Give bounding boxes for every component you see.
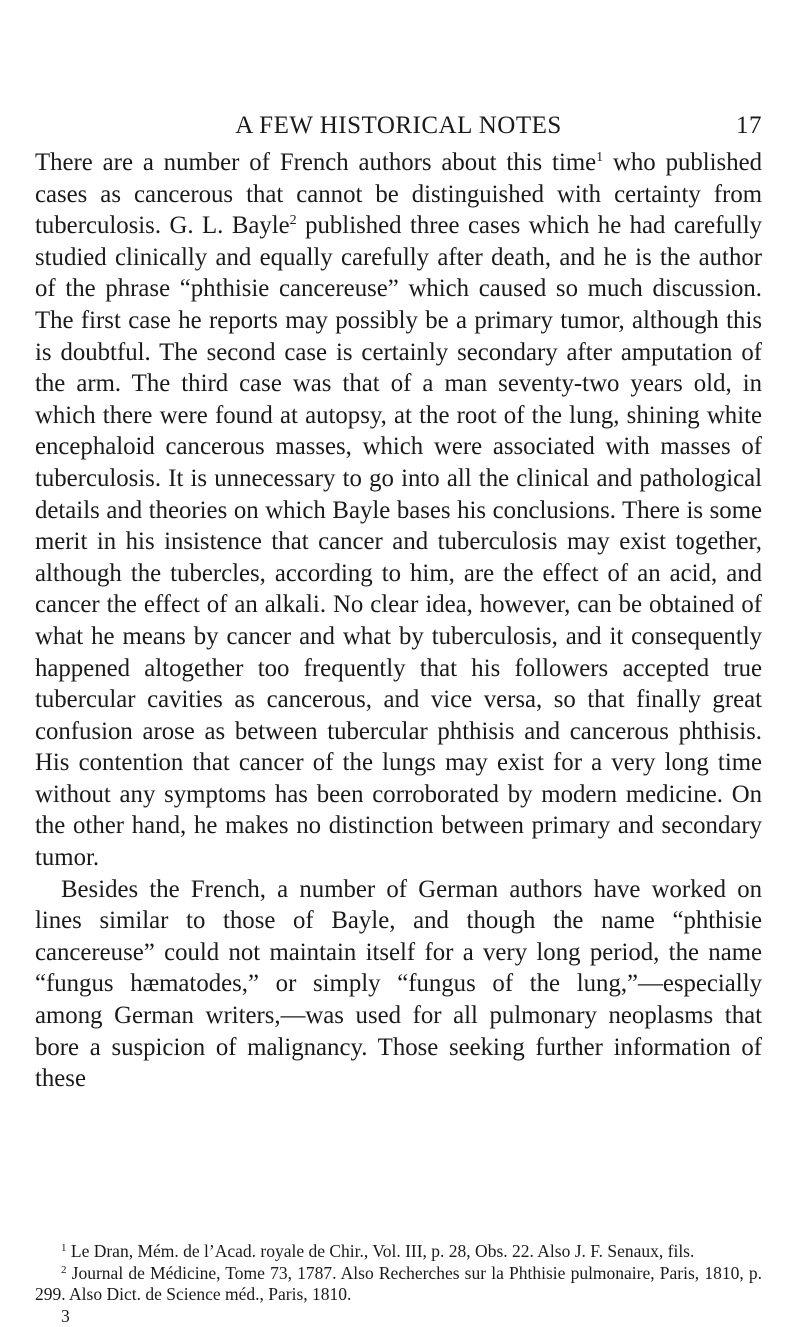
paragraph-1-part-3: published three cases which he had carefully studied clinically and equally carefully after death, and he is the author of the phrase “phthisie cancereuse” which caused so much discussion. The first case he reports may possibly be a primary tumor, although this is doubtful. The second case is certainly secondary after amputation of the arm. The third case was that of a man seventy-two years old, in which there were found at autopsy, at the root of the lung, shining white encephaloid cancerous masses, which were associated with masses of tuberculosis. It is unnecessary to go into all the clinical and pathological details and theories on which Bayle bases his conclusions. There is some merit in his insistence that cancer and tuberculosis may exist together, although the tubercles, according to him, are the effect of an acid, and cancer the effect of an alkali. No clear idea, however, can be obtained of what he means by cancer and what by tuberculosis, and it consequently happened altogether too frequently that his followers accepted true tubercular cavities as cancerous, and vice versa, so that finally great confusion arose as between tubercular phthisis and cancerous phthisis. His contention that cancer of the lungs may exist for a very long time without any symptoms has been corroborated by modern medicine. On the other hand, he makes no distinction between primary and secondary tumor. (35, 212, 763, 872)
paragraph-1-part-1: There are a number of French authors about this time (35, 149, 597, 176)
footnotes (35, 1241, 762, 1327)
running-title: A FEW HISTORICAL NOTES (235, 112, 562, 139)
footnote-ref-2: 2 (289, 213, 297, 229)
paragraph-1-part-2: who published cases as cancerous that cannot be distinguished with certainty from tuberculosis. G. L. Bayle (35, 149, 763, 240)
paragraph-2: Besides the French, a number of German authors have worked on lines similar to those of Bayle, and though the name “phthisie cancereuse” could not maintain itself for a very long period, the name “fungus hæmatodes,” or simply “fungus of the lung,”—especially among German writers,—was used for all pulmonary neoplasms that bore a suspicion of malignancy. Those seeking further information of these (35, 875, 762, 1093)
signature-mark: 3 (61, 1305, 70, 1326)
footnote-1 (35, 1241, 762, 1263)
page-number: 17 (736, 112, 762, 139)
footnote-2 (35, 1263, 762, 1306)
paragraph-1 (35, 147, 762, 874)
footnote-ref-1: 1 (596, 150, 604, 165)
footnote-1-marker: 1 (61, 1242, 67, 1254)
body-text (35, 147, 762, 1095)
running-head (35, 112, 762, 142)
footnote-2-marker: 2 (61, 1263, 67, 1276)
footnote-1-text: Le Dran, Mém. de l’Acad. royale de Chir., Vol. III, p. 28, Obs. 22. Also J. F. Senaux, fils. (66, 1241, 695, 1261)
footnote-2-text: Journal de Médicine, Tome 73, 1787. Also Recherches sur la Phthisie pulmonaire, Paris, 1810, p. 299. Also Dict. de Science méd., Paris, 1810. (35, 1262, 762, 1305)
